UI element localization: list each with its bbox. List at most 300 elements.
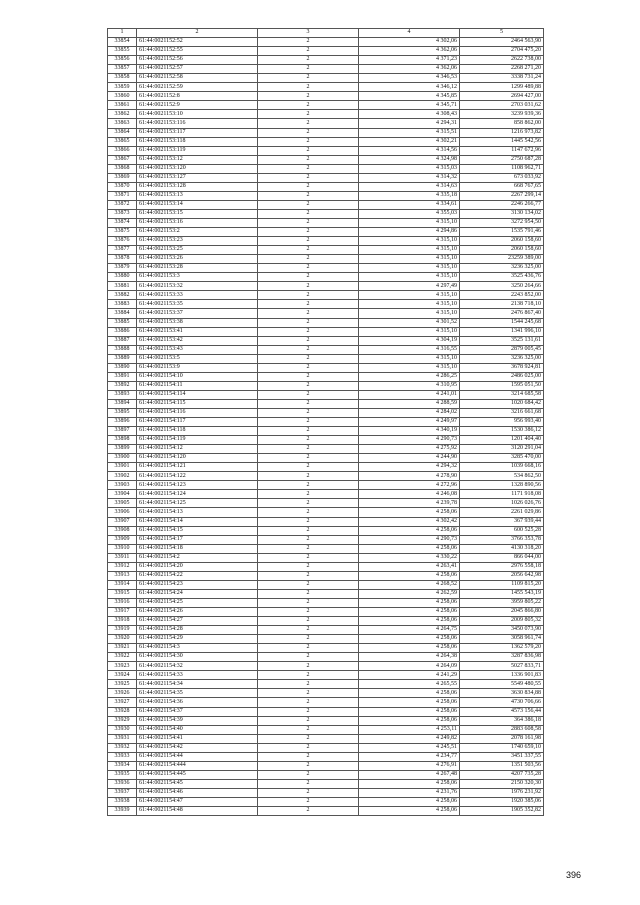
rate-cell: 4 294,31: [359, 119, 460, 128]
rate-cell: 4 244,90: [359, 454, 460, 463]
cadastral-number-cell: 61:44:0021153:12: [137, 155, 258, 164]
table-row: [108, 445, 544, 454]
value-cell: 1976 231,92: [460, 788, 544, 797]
category-cell: 2: [258, 273, 359, 282]
rate-cell: 4 286,25: [359, 372, 460, 381]
row-number-cell: 33879: [108, 264, 137, 273]
table-row: [108, 526, 544, 535]
row-number-cell: 33908: [108, 526, 137, 535]
category-cell: 2: [258, 155, 359, 164]
row-number-cell: 33933: [108, 752, 137, 761]
category-cell: 2: [258, 218, 359, 227]
cadastral-number-cell: 61:44:0021154:41: [137, 734, 258, 743]
rate-cell: 4 278,90: [359, 472, 460, 481]
value-cell: 956 993,40: [460, 418, 544, 427]
row-number-cell: 33917: [108, 608, 137, 617]
value-cell: 3216 661,68: [460, 408, 544, 417]
table-row: [108, 653, 544, 662]
category-cell: 2: [258, 481, 359, 490]
cadastral-number-cell: 61:44:0021154:40: [137, 725, 258, 734]
table-row: [108, 571, 544, 580]
table-row: [108, 797, 544, 806]
category-cell: 2: [258, 797, 359, 806]
value-cell: 1216 973,82: [460, 128, 544, 137]
row-number-cell: 33859: [108, 83, 137, 92]
category-cell: 2: [258, 562, 359, 571]
category-cell: 2: [258, 508, 359, 517]
table-row: [108, 725, 544, 734]
row-number-cell: 33911: [108, 553, 137, 562]
table-row: [108, 517, 544, 526]
cadastral-number-cell: 61:44:0021153:23: [137, 237, 258, 246]
rate-cell: 4 315,10: [359, 246, 460, 255]
category-cell: 2: [258, 137, 359, 146]
cadastral-number-cell: 61:44:0021153:118: [137, 137, 258, 146]
cadastral-number-cell: 61:44:0021153:15: [137, 209, 258, 218]
category-cell: 2: [258, 408, 359, 417]
cadastral-number-cell: 61:44:0021152:9: [137, 101, 258, 110]
value-cell: 1171 918,08: [460, 490, 544, 499]
table-row: [108, 427, 544, 436]
table-row: [108, 788, 544, 797]
category-cell: 2: [258, 318, 359, 327]
cadastral-number-cell: 61:44:0021154:444: [137, 761, 258, 770]
value-cell: 3250 264,66: [460, 282, 544, 291]
table-row: [108, 490, 544, 499]
table-row: [108, 255, 544, 264]
row-number-cell: 33906: [108, 508, 137, 517]
rate-cell: 4 258,06: [359, 508, 460, 517]
cadastral-number-cell: 61:44:0021153:5: [137, 354, 258, 363]
row-number-cell: 33868: [108, 164, 137, 173]
category-cell: 2: [258, 761, 359, 770]
cadastral-number-cell: 61:44:0021154:15: [137, 526, 258, 535]
table-row: [108, 626, 544, 635]
rate-cell: 4 249,97: [359, 418, 460, 427]
rate-cell: 4 258,06: [359, 644, 460, 653]
table-row: [108, 336, 544, 345]
page-number: 396: [566, 870, 582, 880]
category-cell: 2: [258, 463, 359, 472]
cadastral-number-cell: 61:44:0021154:27: [137, 617, 258, 626]
cadastral-number-cell: 61:44:0021152:59: [137, 83, 258, 92]
rate-cell: 4 258,06: [359, 617, 460, 626]
category-cell: 2: [258, 662, 359, 671]
rate-cell: 4 258,06: [359, 707, 460, 716]
value-cell: 1595 051,50: [460, 381, 544, 390]
category-cell: 2: [258, 689, 359, 698]
value-cell: 2883 608,58: [460, 725, 544, 734]
row-number-cell: 33905: [108, 499, 137, 508]
rate-cell: 4 302,21: [359, 137, 460, 146]
value-cell: 4573 156,44: [460, 707, 544, 716]
cadastral-number-cell: 61:44:0021154:48: [137, 807, 258, 816]
cadastral-number-cell: 61:44:0021152:55: [137, 47, 258, 56]
table-row: [108, 47, 544, 56]
table-row: [108, 128, 544, 137]
table-row: [108, 716, 544, 725]
row-number-cell: 33861: [108, 101, 137, 110]
value-cell: 364 386,18: [460, 716, 544, 725]
cadastral-table: [107, 28, 544, 816]
table-row: [108, 761, 544, 770]
cadastral-number-cell: 61:44:0021154:36: [137, 698, 258, 707]
rate-cell: 4 268,52: [359, 580, 460, 589]
rate-cell: 4 297,49: [359, 282, 460, 291]
row-number-cell: 33931: [108, 734, 137, 743]
cadastral-number-cell: 61:44:0021153:14: [137, 200, 258, 209]
rate-cell: 4 290,73: [359, 436, 460, 445]
category-cell: 2: [258, 38, 359, 47]
value-cell: 2486 025,00: [460, 372, 544, 381]
rate-cell: 4 310,95: [359, 381, 460, 390]
row-number-cell: 33919: [108, 626, 137, 635]
table-row: [108, 562, 544, 571]
table-row: [108, 680, 544, 689]
category-cell: 2: [258, 191, 359, 200]
rate-cell: 4 258,06: [359, 797, 460, 806]
row-number-cell: 33857: [108, 65, 137, 74]
row-number-cell: 33880: [108, 273, 137, 282]
table-row: [108, 454, 544, 463]
table-row: [108, 137, 544, 146]
rate-cell: 4 316,55: [359, 345, 460, 354]
table-row: [108, 617, 544, 626]
row-number-cell: 33860: [108, 92, 137, 101]
cadastral-number-cell: 61:44:0021153:9: [137, 363, 258, 372]
category-cell: 2: [258, 680, 359, 689]
cadastral-number-cell: 61:44:0021154:118: [137, 427, 258, 436]
cadastral-number-cell: 61:44:0021153:2: [137, 228, 258, 237]
table-row: [108, 544, 544, 553]
rate-cell: 4 263,41: [359, 562, 460, 571]
category-cell: 2: [258, 173, 359, 182]
table-row: [108, 309, 544, 318]
rate-cell: 4 265,55: [359, 680, 460, 689]
cadastral-number-cell: 61:44:0021153:16: [137, 218, 258, 227]
cadastral-number-cell: 61:44:0021154:125: [137, 499, 258, 508]
category-cell: 2: [258, 571, 359, 580]
table-row: [108, 38, 544, 47]
row-number-cell: 33864: [108, 128, 137, 137]
value-cell: 3272 954,50: [460, 218, 544, 227]
row-number-cell: 33870: [108, 182, 137, 191]
value-cell: 3287 836,98: [460, 653, 544, 662]
table-row: [108, 218, 544, 227]
row-number-cell: 33939: [108, 807, 137, 816]
row-number-cell: 33916: [108, 598, 137, 607]
value-cell: 2879 005,45: [460, 345, 544, 354]
value-cell: 858 862,00: [460, 119, 544, 128]
row-number-cell: 33886: [108, 327, 137, 336]
row-number-cell: 33890: [108, 363, 137, 372]
category-cell: 2: [258, 617, 359, 626]
cadastral-number-cell: 61:44:0021154:33: [137, 671, 258, 680]
row-number-cell: 33876: [108, 237, 137, 246]
table-row: [108, 291, 544, 300]
rate-cell: 4 241,01: [359, 390, 460, 399]
rate-cell: 4 258,06: [359, 779, 460, 788]
cadastral-number-cell: 61:44:0021154:20: [137, 562, 258, 571]
category-cell: 2: [258, 255, 359, 264]
category-cell: 2: [258, 716, 359, 725]
value-cell: 2060 158,60: [460, 246, 544, 255]
table-row: [108, 779, 544, 788]
value-cell: 1020 684,42: [460, 399, 544, 408]
cadastral-number-cell: 61:44:0021154:28: [137, 626, 258, 635]
category-cell: 2: [258, 598, 359, 607]
value-cell: 3058 961,74: [460, 635, 544, 644]
value-cell: 4730 706,66: [460, 698, 544, 707]
category-cell: 2: [258, 209, 359, 218]
cadastral-number-cell: 61:44:0021154:34: [137, 680, 258, 689]
rate-cell: 4 345,85: [359, 92, 460, 101]
category-cell: 2: [258, 589, 359, 598]
row-number-cell: 33921: [108, 644, 137, 653]
value-cell: 2976 558,18: [460, 562, 544, 571]
category-cell: 2: [258, 74, 359, 83]
cadastral-number-cell: 61:44:0021154:123: [137, 481, 258, 490]
cadastral-number-cell: 61:44:0021154:29: [137, 635, 258, 644]
cadastral-number-cell: 61:44:0021154:25: [137, 598, 258, 607]
row-number-cell: 33854: [108, 38, 137, 47]
row-number-cell: 33934: [108, 761, 137, 770]
cadastral-number-cell: 61:44:0021153:13: [137, 191, 258, 200]
cadastral-number-cell: 61:44:0021154:35: [137, 689, 258, 698]
value-cell: 1445 542,56: [460, 137, 544, 146]
table-row: [108, 56, 544, 65]
row-number-cell: 33932: [108, 743, 137, 752]
rate-cell: 4 294,86: [359, 228, 460, 237]
category-cell: 2: [258, 282, 359, 291]
category-cell: 2: [258, 644, 359, 653]
table-row: [108, 318, 544, 327]
table-row: [108, 535, 544, 544]
row-number-cell: 33882: [108, 291, 137, 300]
row-number-cell: 33900: [108, 454, 137, 463]
value-cell: 1201 404,40: [460, 436, 544, 445]
table-row: [108, 155, 544, 164]
category-cell: 2: [258, 164, 359, 173]
category-cell: 2: [258, 752, 359, 761]
category-cell: 2: [258, 608, 359, 617]
category-cell: 2: [258, 182, 359, 191]
category-cell: 2: [258, 734, 359, 743]
cadastral-number-cell: 61:44:0021153:38: [137, 318, 258, 327]
table-row: [108, 300, 544, 309]
row-number-cell: 33904: [108, 490, 137, 499]
cadastral-number-cell: 61:44:0021154:18: [137, 544, 258, 553]
value-cell: 1740 659,10: [460, 743, 544, 752]
value-cell: 3236 325,00: [460, 354, 544, 363]
rate-cell: 4 315,10: [359, 291, 460, 300]
column-header-3: 3: [258, 29, 359, 38]
cadastral-number-cell: 61:44:0021154:122: [137, 472, 258, 481]
rate-cell: 4 258,06: [359, 716, 460, 725]
value-cell: 1109 815,20: [460, 580, 544, 589]
table-row: [108, 273, 544, 282]
value-cell: 866 044,00: [460, 553, 544, 562]
value-cell: 367 939,44: [460, 517, 544, 526]
value-cell: 2703 031,62: [460, 101, 544, 110]
category-cell: 2: [258, 146, 359, 155]
value-cell: 3130 134,02: [460, 209, 544, 218]
value-cell: 534 862,50: [460, 472, 544, 481]
value-cell: 1299 489,88: [460, 83, 544, 92]
value-cell: 2268 271,20: [460, 65, 544, 74]
rate-cell: 4 302,42: [359, 517, 460, 526]
rate-cell: 4 231,76: [359, 788, 460, 797]
cadastral-number-cell: 61:44:0021154:10: [137, 372, 258, 381]
row-number-cell: 33889: [108, 354, 137, 363]
category-cell: 2: [258, 427, 359, 436]
rate-cell: 4 267,48: [359, 770, 460, 779]
rate-cell: 4 371,23: [359, 56, 460, 65]
rate-cell: 4 314,56: [359, 146, 460, 155]
cadastral-number-cell: 61:44:0021154:120: [137, 454, 258, 463]
table-row: [108, 752, 544, 761]
row-number-cell: 33903: [108, 481, 137, 490]
row-number-cell: 33902: [108, 472, 137, 481]
category-cell: 2: [258, 110, 359, 119]
rate-cell: 4 315,10: [359, 273, 460, 282]
cadastral-number-cell: 61:44:0021154:17: [137, 535, 258, 544]
row-number-cell: 33922: [108, 653, 137, 662]
rate-cell: 4 258,06: [359, 698, 460, 707]
table-row: [108, 671, 544, 680]
row-number-cell: 33872: [108, 200, 137, 209]
column-header-1: 1: [108, 29, 137, 38]
rate-cell: 4 301,52: [359, 318, 460, 327]
cadastral-number-cell: 61:44:0021154:117: [137, 418, 258, 427]
table-row: [108, 698, 544, 707]
cadastral-number-cell: 61:44:0021153:117: [137, 128, 258, 137]
row-number-cell: 33863: [108, 119, 137, 128]
value-cell: 23259 389,00: [460, 255, 544, 264]
table-row: [108, 65, 544, 74]
rate-cell: 4 258,06: [359, 635, 460, 644]
row-number-cell: 33910: [108, 544, 137, 553]
table-row: [108, 472, 544, 481]
value-cell: 2246 266,77: [460, 200, 544, 209]
row-number-cell: 33855: [108, 47, 137, 56]
value-cell: 2045 866,80: [460, 608, 544, 617]
table-row: [108, 191, 544, 200]
value-cell: 2464 563,90: [460, 38, 544, 47]
row-number-cell: 33878: [108, 255, 137, 264]
table-row: [108, 589, 544, 598]
cadastral-number-cell: 61:44:0021154:13: [137, 508, 258, 517]
rate-cell: 4 246,08: [359, 490, 460, 499]
category-cell: 2: [258, 544, 359, 553]
cadastral-number-cell: 61:44:0021153:33: [137, 291, 258, 300]
value-cell: 673 033,92: [460, 173, 544, 182]
rate-cell: 4 315,10: [359, 264, 460, 273]
value-cell: 2704 475,20: [460, 47, 544, 56]
row-number-cell: 33874: [108, 218, 137, 227]
cadastral-number-cell: 61:44:0021153:42: [137, 336, 258, 345]
table-row: [108, 237, 544, 246]
value-cell: 3236 325,00: [460, 264, 544, 273]
rate-cell: 4 264,38: [359, 653, 460, 662]
cadastral-number-cell: 61:44:0021154:2: [137, 553, 258, 562]
row-number-cell: 33883: [108, 300, 137, 309]
table-row: [108, 345, 544, 354]
table-row: [108, 390, 544, 399]
table-row: [108, 327, 544, 336]
value-cell: 4207 735,28: [460, 770, 544, 779]
rate-cell: 4 334,61: [359, 200, 460, 209]
category-cell: 2: [258, 237, 359, 246]
rate-cell: 4 264,75: [359, 626, 460, 635]
category-cell: 2: [258, 228, 359, 237]
category-cell: 2: [258, 56, 359, 65]
cadastral-number-cell: 61:44:0021154:22: [137, 571, 258, 580]
cadastral-number-cell: 61:44:0021153:120: [137, 164, 258, 173]
category-cell: 2: [258, 526, 359, 535]
row-number-cell: 33866: [108, 146, 137, 155]
table-row: [108, 644, 544, 653]
rate-cell: 4 275,92: [359, 445, 460, 454]
table-body: [108, 38, 544, 816]
row-number-cell: 33909: [108, 535, 137, 544]
row-number-cell: 33884: [108, 309, 137, 318]
rate-cell: 4 288,59: [359, 399, 460, 408]
cadastral-number-cell: 61:44:0021154:39: [137, 716, 258, 725]
rate-cell: 4 315,03: [359, 164, 460, 173]
table-row: [108, 408, 544, 417]
cadastral-number-cell: 61:44:0021153:10: [137, 110, 258, 119]
table-row: [108, 508, 544, 517]
row-number-cell: 33936: [108, 779, 137, 788]
category-cell: 2: [258, 807, 359, 816]
category-cell: 2: [258, 399, 359, 408]
cadastral-number-cell: 61:44:0021152:58: [137, 74, 258, 83]
category-cell: 2: [258, 436, 359, 445]
category-cell: 2: [258, 354, 359, 363]
value-cell: 1535 791,46: [460, 228, 544, 237]
table-row: [108, 807, 544, 816]
row-number-cell: 33927: [108, 698, 137, 707]
rate-cell: 4 315,10: [359, 218, 460, 227]
category-cell: 2: [258, 445, 359, 454]
document-sheet: [107, 28, 543, 816]
value-cell: 1362 579,20: [460, 644, 544, 653]
value-cell: 2009 805,32: [460, 617, 544, 626]
table-row: [108, 354, 544, 363]
row-number-cell: 33926: [108, 689, 137, 698]
table-row: [108, 110, 544, 119]
cadastral-number-cell: 61:44:0021154:32: [137, 662, 258, 671]
rate-cell: 4 264,09: [359, 662, 460, 671]
category-cell: 2: [258, 626, 359, 635]
table-row: [108, 74, 544, 83]
value-cell: 2078 161,98: [460, 734, 544, 743]
row-number-cell: 33937: [108, 788, 137, 797]
category-cell: 2: [258, 47, 359, 56]
category-cell: 2: [258, 580, 359, 589]
cadastral-number-cell: 61:44:0021153:37: [137, 309, 258, 318]
row-number-cell: 33938: [108, 797, 137, 806]
cadastral-number-cell: 61:44:0021154:116: [137, 408, 258, 417]
value-cell: 1905 352,82: [460, 807, 544, 816]
row-number-cell: 33893: [108, 390, 137, 399]
category-cell: 2: [258, 517, 359, 526]
rate-cell: 4 314,32: [359, 173, 460, 182]
category-cell: 2: [258, 246, 359, 255]
rate-cell: 4 241,29: [359, 671, 460, 680]
rate-cell: 4 315,10: [359, 300, 460, 309]
